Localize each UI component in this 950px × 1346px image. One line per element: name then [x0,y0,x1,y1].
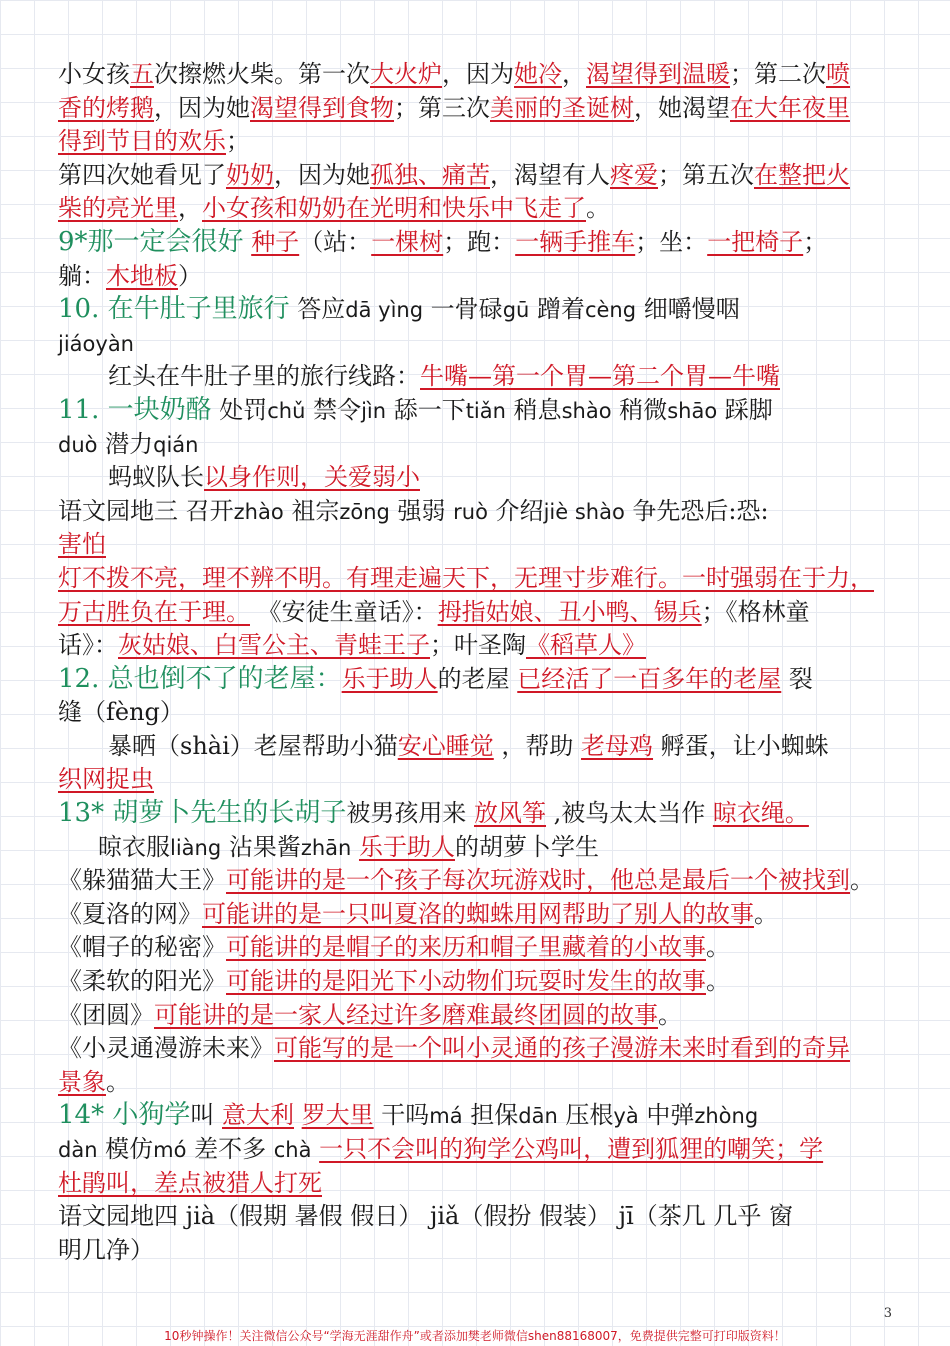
text-run: 处罚 [211,395,268,424]
text-run: 。 [706,933,730,962]
answer-text: 可能写的是一个叫小灵通的孩子漫游未来时看到的奇异 [274,1034,850,1063]
text-run: 争先恐后:恐: [624,496,769,525]
text-run: 《帽子的秘密》 [58,933,226,962]
answer-text: 美丽的圣诞树 [490,93,634,122]
text-run: 中弹 [638,1101,695,1130]
text-line [58,898,900,932]
text-line [58,797,900,831]
text-line [58,596,900,630]
answer-text: 渴望得到食物 [250,93,394,122]
text-line [58,763,900,797]
lesson-heading: 11. 一块奶酪 [58,394,212,425]
pinyin-text: chà [273,1138,312,1162]
pinyin-text: jiè shào [543,499,625,524]
answer-text: 五 [130,60,154,88]
pinyin-text: shào [561,398,612,423]
text-run: （站： [299,227,372,256]
lesson-heading: 12. 总也倒不了的老屋： [58,663,342,694]
text-run: ，因为她 [154,93,250,122]
text-run: 蹭着 [529,295,585,324]
answer-text: 乐于助人 [358,832,455,861]
pinyin-text: jìn [361,398,387,423]
text-run: 踩脚 [717,395,773,424]
text-run: ， [178,194,202,223]
answer-text: 一辆手推车 [515,227,636,256]
text-run: ,被鸟太太当作 [546,799,713,828]
text-run: ；叶圣陶 [430,631,526,660]
text-run: 叫 [190,1101,222,1130]
text-run: 红头在牛肚子里的旅行线路： [108,362,420,391]
answer-text: 晾衣绳。 [712,799,809,828]
pinyin-text: duò [58,432,98,457]
text-run: 。 [658,1000,682,1029]
text-run: 小女孩 [58,60,130,88]
pinyin-text: shāo [667,398,718,423]
lesson-heading: 10. 在牛肚子里旅行 [58,294,290,325]
text-run: 沾果酱 [221,832,301,861]
text-run: 压根 [557,1101,614,1130]
answer-text: 以身作则，关爱弱小 [204,463,420,492]
text-run: ） [178,261,202,290]
text-run: 孵蛋，让小蜘蛛 [653,731,829,760]
text-run: 强弱 [389,496,454,525]
text-run: ； [803,227,828,256]
answer-text: 老母鸡 [581,731,654,760]
text-line [58,394,900,428]
text-run: 缝（fèng） [58,698,184,727]
pinyin-text: zōng [339,499,390,524]
answer-text: 灰姑娘、白雪公主、青蛙王子 [118,631,430,660]
text-line [58,999,900,1033]
text-line [58,159,900,193]
answer-text: 牛嘴—第一个胃—第二个胃—牛嘴 [420,362,780,391]
pinyin-text: dā yìng [345,298,424,323]
answer-text: 奶奶 [226,160,274,189]
footer-note: 10秒钟操作！关注微信公众号“学海无涯甜作舟”或者添加樊老师微信shen88168007，免费提供完整可打印版资料！ [164,1329,786,1343]
text-run: 。 [850,866,874,895]
pinyin-text: yà [613,1104,639,1129]
pinyin-text: mó [153,1138,187,1162]
answer-text: 喷 [826,60,850,88]
text-run: 《小灵通漫游未来》 [58,1034,274,1063]
text-run: ，渴望有人 [490,160,610,189]
text-run: 祖宗 [283,496,340,525]
answer-text: 香的烤鹅 [58,93,154,122]
answer-text: 可能讲的是阳光下小动物们玩耍时发生的故事 [226,967,706,996]
text-run: 被男孩用来 [346,799,474,828]
text-run: 模仿 [97,1135,154,1163]
text-run: 第四次她看见了 [58,160,226,189]
lesson-heading: 9*那一定会很好 [58,226,244,257]
text-run: 担保 [462,1101,519,1130]
text-run: 明几净） [58,1235,154,1264]
text-line [58,1032,900,1066]
pinyin-text: liàng [170,835,222,860]
answer-text: 在大年夜里 [730,93,850,122]
answer-text: 灯不拨不亮，理不辨不明。有理走遍天下，无理寸步难行。一时强弱在于力， [58,563,874,592]
answer-text: 可能讲的是帽子的来历和帽子里藏着的小故事 [226,933,706,962]
pinyin-text: jiáoyàn [58,331,134,356]
answer-text: 可能讲的是一家人经过许多磨难最终团圆的故事 [154,1000,658,1029]
answer-text: 一只不会叫的狗学公鸡叫，遭到狐狸的嘲笑；学 [319,1135,824,1163]
text-run: 的老屋 [437,664,518,693]
page-number: 3 [883,1306,892,1321]
text-run: 潜力 [97,429,154,458]
answer-text: 小女孩和奶奶在光明和快乐中飞走了 [202,194,586,223]
answer-text: 拇指姑娘、丑小鸭、锡兵 [437,597,702,626]
text-run [351,833,359,861]
text-line [58,663,900,697]
text-run: ；第五次 [658,160,754,189]
pinyin-text: cèng [584,298,637,323]
pinyin-text: má [429,1104,463,1129]
text-line [58,293,900,327]
answer-text: 木地板 [106,261,178,290]
answer-text: 种子 [251,227,300,256]
answer-text: 万古胜负在于理。 [58,597,250,626]
text-run: 差不多 [186,1135,274,1163]
lesson-heading: 14* 小狗学 [58,1100,191,1131]
text-line [58,1099,900,1133]
answer-text: 她冷 [514,60,562,88]
answer-text: 一把椅子 [707,227,804,256]
text-line [58,562,900,596]
answer-text: 疼爱 [610,160,658,189]
answer-text: 可能讲的是一只叫夏洛的蜘蛛用网帮助了别人的故事 [202,899,754,928]
answer-text: 已经活了一百多年的老屋 [517,664,782,693]
text-run: 干吗 [373,1101,430,1130]
text-line [58,1133,900,1167]
text-run: ，因为 [442,60,514,88]
pinyin-text: zhòng [694,1104,759,1129]
text-run: ；坐： [635,227,708,256]
pinyin-text: dàn [58,1138,98,1162]
text-line [58,226,900,260]
text-run: 语文园地三 召开 [58,496,234,525]
text-line [58,730,900,764]
text-line [58,1167,900,1201]
text-run: 答应 [289,295,346,324]
answer-text: 在整把火 [754,160,850,189]
answer-text: 意大利 [222,1101,294,1130]
text-line [58,428,900,462]
text-line [58,58,900,92]
pinyin-text: chǔ [267,398,306,423]
text-run: ；跑： [443,227,516,256]
answer-text: 可能讲的是一个孩子每次玩游戏时，他总是最后一个被找到 [226,866,850,895]
text-run: 话》： [58,631,118,660]
text-line [58,965,900,999]
text-run: 的胡萝卜学生 [454,832,599,861]
text-run: 《柔软的阳光》 [58,967,226,996]
answer-text: 乐于助人 [341,664,438,693]
text-run [294,1101,302,1129]
text-line [58,1200,900,1234]
text-run: 。 [754,899,778,928]
text-run: 蚂蚁队长 [108,463,204,492]
text-run: ，她渴望 [634,93,730,122]
text-run: 。 [106,1067,130,1096]
text-line [58,461,900,495]
text-run: 。 [586,194,610,223]
text-run: ； [226,127,250,156]
answer-text: 放风筝 [474,799,546,828]
text-run: 稍息 [505,395,562,424]
text-run: 《团圆》 [58,1000,154,1029]
answer-text: 《稻草人》 [526,631,646,660]
text-line [58,260,900,294]
text-run: 次擦燃火柴。第一次 [154,60,370,88]
pinyin-text: qián [153,432,199,457]
answer-text: 大火炉 [370,60,442,88]
text-line [58,931,900,965]
pinyin-text: zhào [233,499,284,524]
text-run: 暴晒（shài）老屋帮助小猫 [108,731,398,760]
text-run: 禁令 [305,395,362,424]
text-run: ；第二次 [730,60,826,88]
pinyin-text: ruò [453,499,488,524]
text-line [58,192,900,226]
pinyin-text: dān [518,1104,558,1129]
text-run: 舔一下 [386,395,466,424]
pinyin-text: tiǎn [465,398,506,423]
text-run: 语文园地四 jià（假期 暑假 假日） jiǎ（假扮 假装） jī（茶几 几乎 窗 [58,1202,793,1231]
text-run [311,1135,319,1163]
text-run: ；《格林童 [701,597,810,626]
answer-text: 害怕 [58,530,106,559]
pinyin-text: zhān [300,835,352,860]
text-run: 躺： [58,261,106,290]
worksheet-page [58,58,900,1267]
text-line [58,528,900,562]
answer-text: 一棵树 [371,227,444,256]
text-line [58,92,900,126]
text-run: 《夏洛的网》 [58,899,202,928]
answer-text: 景象 [58,1067,106,1096]
text-line [58,1234,900,1268]
text-run: ，帮助 [493,731,582,760]
text-line [58,831,900,865]
text-run: 晾衣服 [98,832,170,861]
text-run: 一骨碌 [423,295,503,324]
text-line [58,125,900,159]
answer-text: 柴的亮光里 [58,194,178,223]
text-run: 《躲猫猫大王》 [58,866,226,895]
text-run: 细嚼慢咽 [636,295,740,324]
text-line [58,1066,900,1100]
pinyin-text: gū [502,298,530,323]
text-run: ， [562,60,586,88]
text-line [58,495,900,529]
answer-text: 渴望得到温暖 [586,60,730,88]
text-run: ；第三次 [394,93,490,122]
answer-text: 杜鹃叫，差点被猎人打死 [58,1168,322,1197]
answer-text: 孤独、痛苦 [370,160,490,189]
text-run: 介绍 [487,496,544,525]
answer-text: 安心睡觉 [397,731,494,760]
text-run: 《安徒生童话》： [250,597,438,626]
lesson-heading: 13* 胡萝卜先生的长胡子 [58,798,347,829]
answer-text: 得到节日的欢乐 [58,127,226,156]
text-run: 稍微 [611,395,668,424]
text-run: 。 [706,967,730,996]
text-run: 裂 [781,664,813,693]
text-line [58,629,900,663]
text-line [58,360,900,394]
answer-text: 罗大里 [301,1101,374,1130]
text-line [58,864,900,898]
text-run: ，因为她 [274,160,370,189]
text-line [58,327,900,361]
answer-text: 织网捉虫 [58,765,154,794]
text-line [58,696,900,730]
